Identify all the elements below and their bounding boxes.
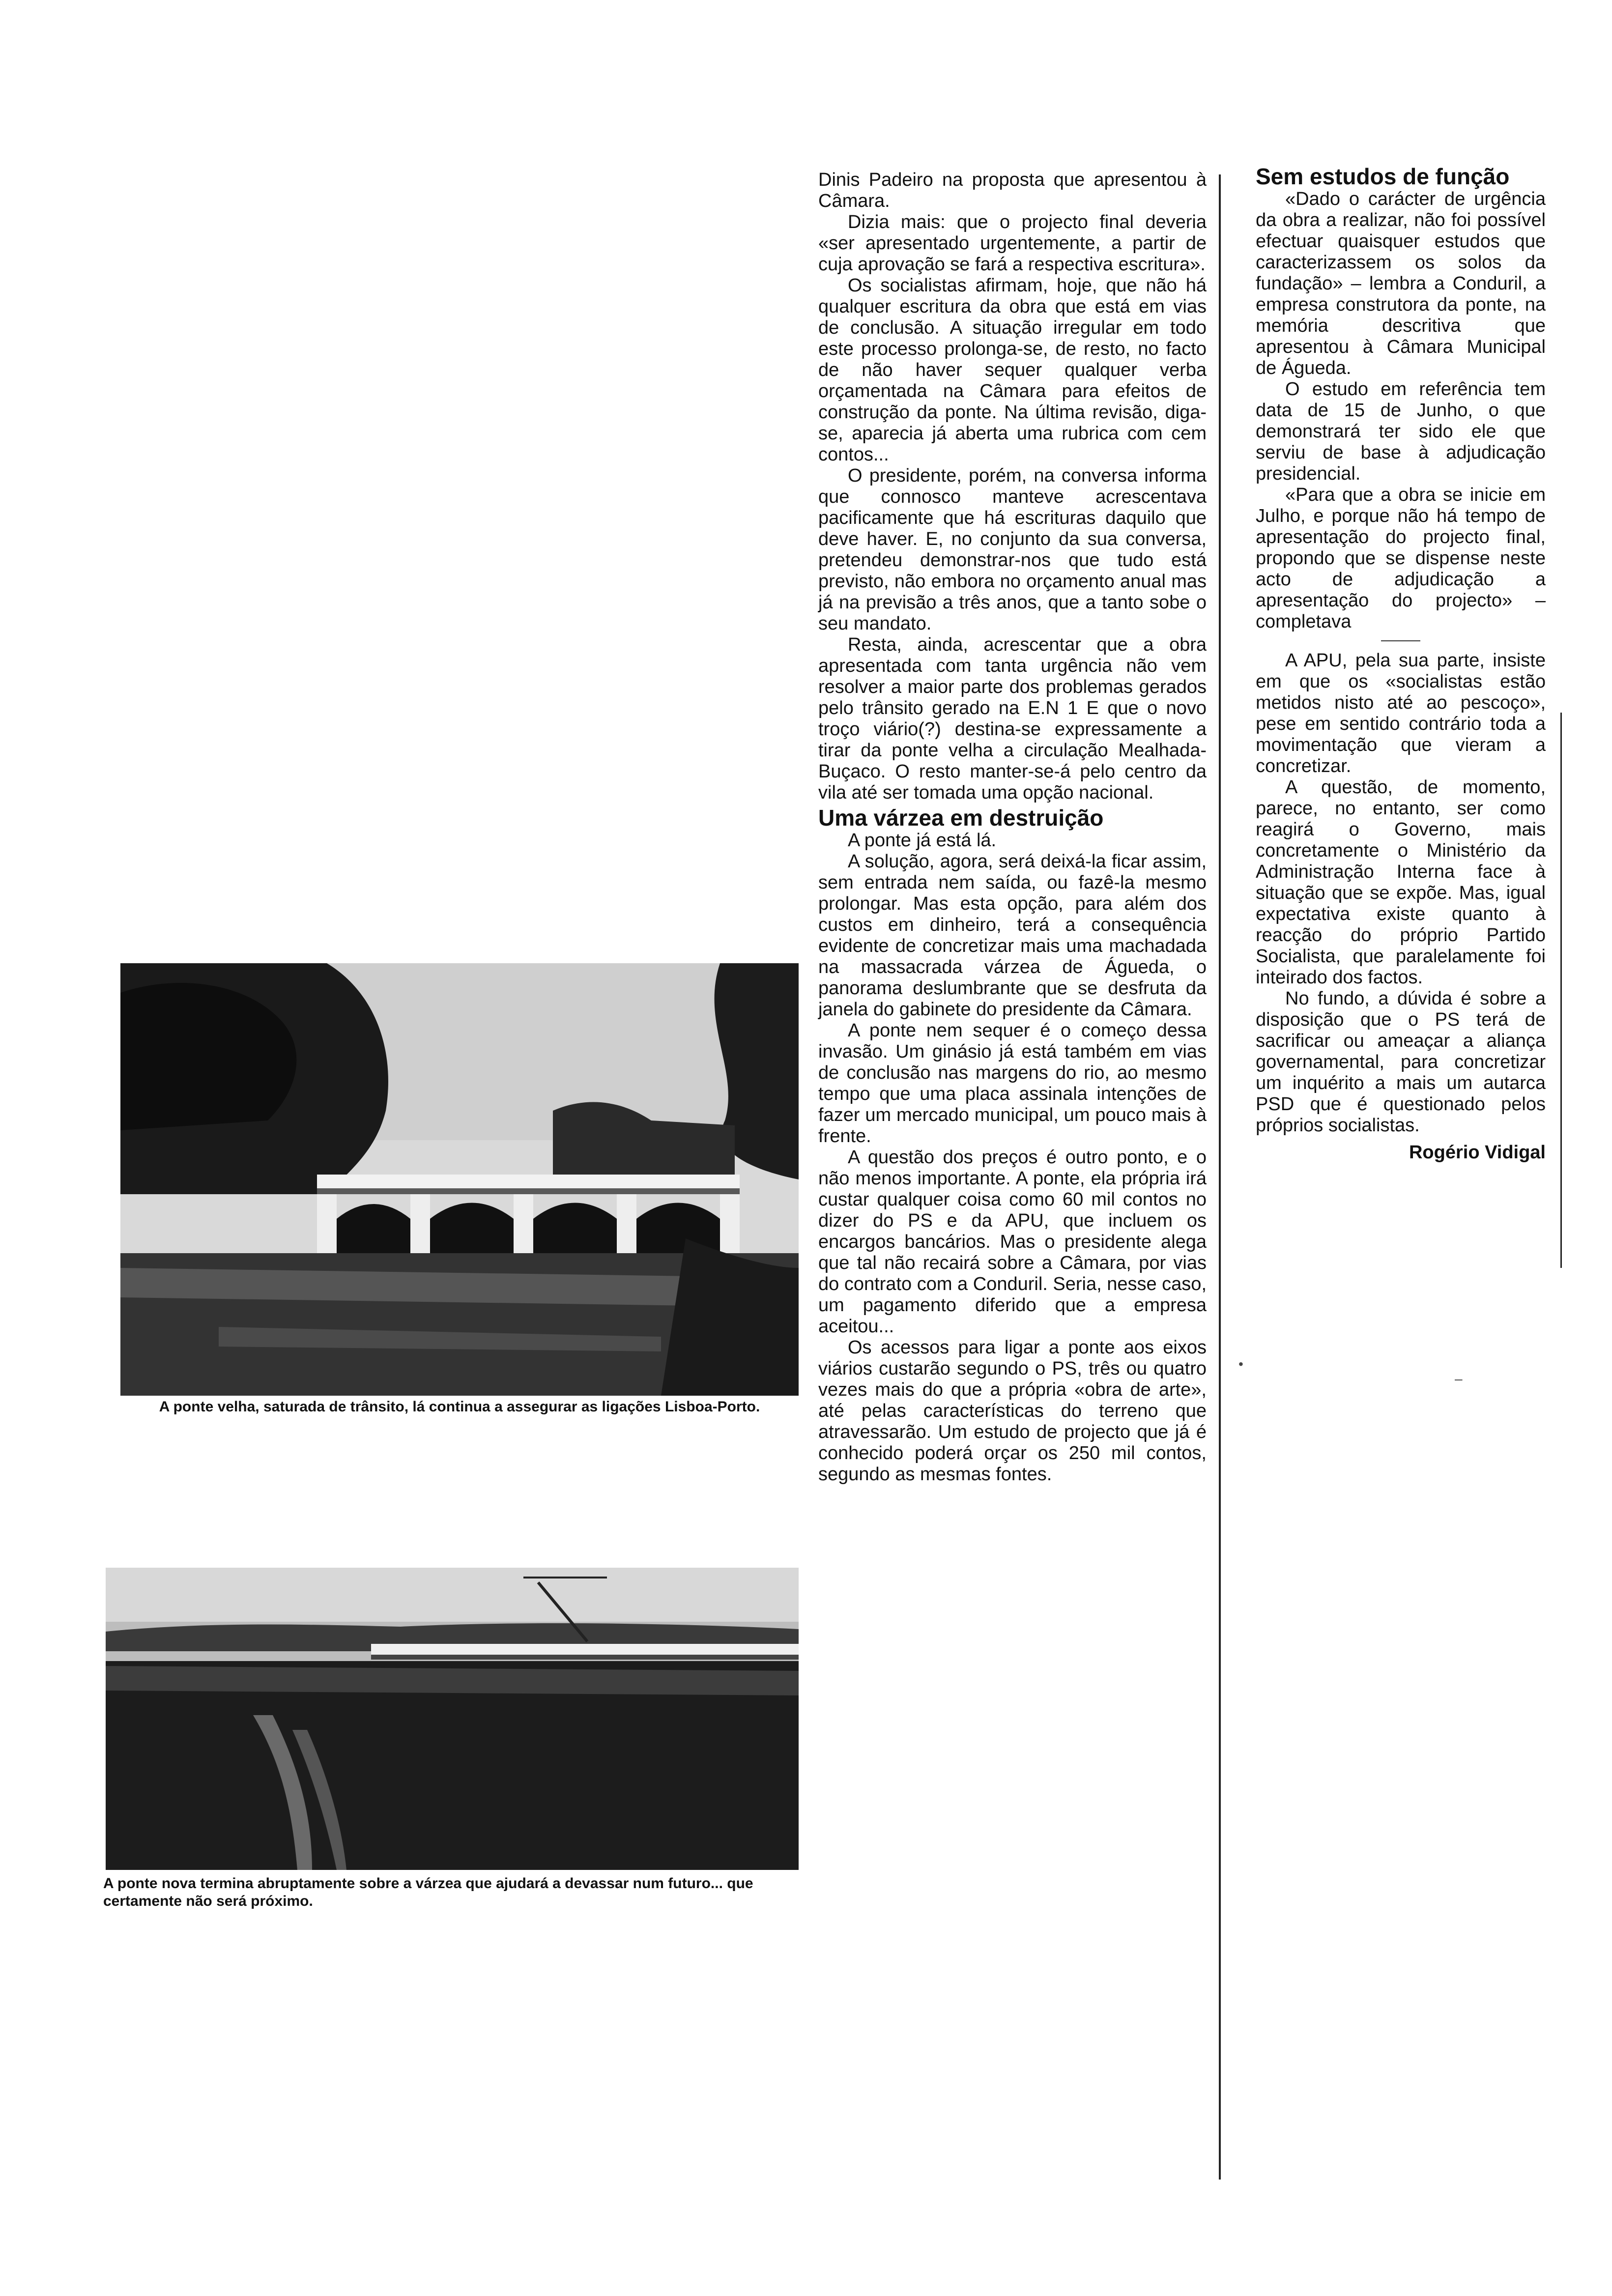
mid-paragraph-10: Os acessos para ligar a ponte aos eixos viários custarão segundo o PS, três ou quatro vezes mais do que a própria «obra de arte», até pelas características do terreno que atravessarão. Um estudo de projecto que já é conhecido poderá orçar os 250 mil contos, segundo as mesmas fontes. [818,1337,1207,1485]
mid-section-heading: Uma várzea em destruição [818,805,1104,831]
right-paragraph-5: A questão, de momento, parece, no entanto, ser como reagirá o Governo, mais concretamente o Ministério da Administração Interna face à situação que se expõe. Mas, igual expectativa existe quanto à reacção do próprio Partido Socialista, que paralelamente foi inteirado dos factos. [1256,777,1546,988]
right-section-heading: Sem estudos de função [1256,164,1510,189]
mid-paragraph-1: Dinis Padeiro na proposta que apresentou à Câmara. [818,170,1207,211]
right-paragraph-4: A APU, pela sua parte, insiste em que os «socialistas estão metidos nisto até ao pescoço», pese em sentido contrário toda a movimentação que vieram a concretizar. [1256,650,1546,776]
column-divider-rule [1219,174,1221,2180]
article-middle-column [818,170,1207,1485]
right-paragraph-2: O estudo em referência tem data de 15 de Junho, o que demonstrará ter sido ele que serviu de base à adjudicação presidencial. [1256,379,1546,484]
photo1-caption: A ponte velha, saturada de trânsito, lá continua a assegurar as ligações Lisboa-Porto. [159,1399,760,1415]
photo2-caption: A ponte nova termina abruptamente sobre a várzea que ajudará a devassar num futuro... que certamente não será próximo. [103,1875,753,1909]
right-column-side-rule [1560,713,1562,1268]
article-right-column [1256,162,1546,1163]
mid-paragraph-2: Dizia mais: que o projecto final deveria «ser apresentado urgentemente, a partir de cuja aprovação se fará a respectiva escritura». [818,212,1207,275]
old-bridge-image [120,963,799,1396]
mid-paragraph-7: A solução, agora, será deixá-la ficar assim, sem entrada nem saída, ou fazê-la mesmo prolongar. Mas esta opção, para além dos custos em dinheiro, terá a consequência evidente de concretizar mais uma machadada na massacrada várzea de Águeda, o panorama deslumbrante que se desfruta da janela do gabinete do presidente da Câmara. [818,851,1207,1020]
scan-speck: • [1238,1356,1243,1372]
photo-old-bridge [120,963,799,1396]
mid-paragraph-3: Os socialistas afirmam, hoje, que não há qualquer escritura da obra que está em vias de conclusão. A situação irregular em todo este processo prolonga-se, de resto, no facto de não haver sequer qualquer verba orçamentada na Câmara para efeitos de construção da ponte. Na última revisão, diga-se, aparecia já aberta uma rubrica com cem contos... [818,275,1207,465]
scan-speck-2: – [1455,1371,1463,1386]
mid-paragraph-6: A ponte já está lá. [848,830,997,851]
right-paragraph-3: «Para que a obra se inicie em Julho, e porque não há tempo de apresentação do projecto final, propondo que se dispense neste acto de adjudicação a apresentação do projecto» – completava [1256,485,1546,632]
mid-paragraph-9: A questão dos preços é outro ponto, e o não menos importante. A ponte, ela própria irá custar qualquer coisa como 60 mil contos no dizer do PS e da APU, que incluem os encargos bancários. Mas o presidente alega que tal não recairá sobre a Câmara, por vias do contrato com a Conduril. Seria, nesse caso, um pagamento diferido que a empresa aceitou... [818,1147,1207,1337]
right-paragraph-1: «Dado o carácter de urgência da obra a realizar, não foi possível efectuar quaisquer estudos que caracterizassem os solos da fundação» – lembra a Conduril, a empresa construtora da ponte, na memória descritiva que apresentou à Câmara Municipal de Águeda. [1256,189,1546,378]
author-signature: Rogério Vidigal [1409,1142,1546,1163]
new-bridge-image [106,1568,799,1870]
mid-paragraph-5: Resta, ainda, acrescentar que a obra apresentada com tanta urgência não vem resolver a maior parte dos problemas gerados pelo trânsito gerado na E.N 1 E que o novo troço viário(?) destina-se expressamente a tirar da ponte velha a circulação Mealhada-Buçaco. O resto manter-se-á pelo centro da vila até ser tomada uma opção nacional. [818,634,1207,803]
mid-paragraph-8: A ponte nem sequer é o começo dessa invasão. Um ginásio já está também em vias de conclusão nas margens do rio, ao mesmo tempo que uma placa assinala intenções de fazer um mercado municipal, um pouco mais à frente. [818,1020,1207,1147]
photo-new-bridge [106,1568,799,1870]
mid-paragraph-4: O presidente, porém, na conversa informa que connosco manteve acrescentava pacificamente que há escrituras daquilo que deve haver. E, no conjunto da sua conversa, pretendeu demonstrar-nos que tudo está previsto, não embora no orçamento anual mas já na previsão a três anos, que a tanto sobe o seu mandato. [818,465,1207,634]
right-paragraph-6: No fundo, a dúvida é sobre a disposição que o PS terá de sacrificar ou ameaçar a aliança governamental, para concretizar um inquérito a mais um autarca PSD que é questionado pelos próprios socialistas. [1256,988,1546,1136]
separator-line [1381,640,1420,641]
